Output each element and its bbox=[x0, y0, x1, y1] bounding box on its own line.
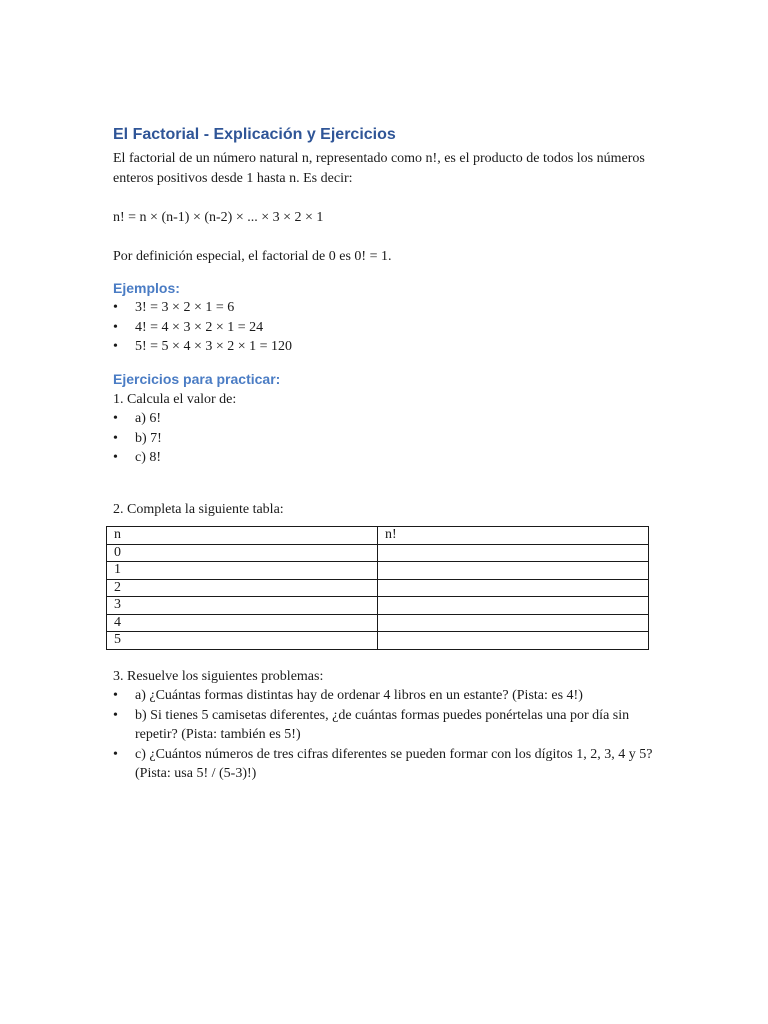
exercise-3-list bbox=[113, 686, 653, 784]
bullet-icon: • bbox=[113, 450, 118, 465]
list-item bbox=[113, 409, 653, 429]
table-row bbox=[107, 614, 649, 632]
table-cell-n: 5 bbox=[107, 632, 378, 650]
table-row bbox=[107, 544, 649, 562]
table-row bbox=[107, 597, 649, 615]
list-item bbox=[113, 318, 653, 338]
problem-text: c) ¿Cuántos números de tres cifras diferentes se pueden formar con los dígitos 1, 2, 3, 4 y 5? (Pista: usa 5! / (5-3)!) bbox=[135, 746, 653, 781]
factorial-table bbox=[106, 526, 649, 650]
exercise-3-prompt: 3. Resuelve los siguientes problemas: bbox=[113, 668, 324, 684]
example-text: 4! = 4 × 3 × 2 × 1 = 24 bbox=[135, 319, 264, 335]
document-page bbox=[113, 124, 653, 784]
list-item bbox=[113, 429, 653, 449]
exercises-heading: Ejercicios para practicar: bbox=[113, 370, 281, 387]
list-item bbox=[113, 745, 653, 784]
table-row bbox=[107, 562, 649, 580]
list-item bbox=[113, 298, 653, 318]
table-header-nfact: n! bbox=[378, 527, 649, 545]
table-cell-nfact[interactable] bbox=[378, 562, 649, 580]
exercise-item-text: a) 6! bbox=[135, 411, 162, 426]
bullet-icon: • bbox=[113, 319, 118, 335]
example-text: 5! = 5 × 4 × 3 × 2 × 1 = 120 bbox=[135, 339, 293, 354]
list-item bbox=[113, 706, 653, 745]
problem-text: a) ¿Cuántas formas distintas hay de ordenar 4 libros en un estante? (Pista: es 4!) bbox=[135, 688, 583, 703]
list-item bbox=[113, 337, 653, 357]
examples-list bbox=[113, 298, 653, 357]
zero-factorial-note: Por definición especial, el factorial de 0 es 0! = 1. bbox=[113, 248, 392, 264]
exercise-2-prompt: 2. Completa la siguiente tabla: bbox=[113, 501, 284, 517]
bullet-icon: • bbox=[113, 707, 118, 723]
table-cell-n: 3 bbox=[107, 597, 378, 615]
list-item bbox=[113, 448, 653, 468]
exercise-1-prompt: 1. Calcula el valor de: bbox=[113, 391, 237, 407]
bullet-icon: • bbox=[113, 411, 118, 426]
table-cell-n: 0 bbox=[107, 544, 378, 562]
examples-heading: Ejemplos: bbox=[113, 280, 180, 296]
factorial-formula: n! = n × (n-1) × (n-2) × ... × 3 × 2 × 1 bbox=[113, 210, 324, 225]
table-cell-n: 1 bbox=[107, 562, 378, 580]
table-row bbox=[107, 579, 649, 597]
table-cell-nfact[interactable] bbox=[378, 632, 649, 650]
list-item bbox=[113, 686, 653, 706]
table-cell-n: 2 bbox=[107, 579, 378, 597]
bullet-icon: • bbox=[113, 430, 118, 446]
table-cell-n: 4 bbox=[107, 614, 378, 632]
table-row bbox=[107, 632, 649, 650]
exercise-1-list bbox=[113, 409, 653, 468]
bullet-icon: • bbox=[113, 688, 118, 703]
table-cell-nfact[interactable] bbox=[378, 614, 649, 632]
exercise-item-text: c) 8! bbox=[135, 450, 162, 465]
exercise-item-text: b) 7! bbox=[135, 430, 162, 446]
bullet-icon: • bbox=[113, 300, 118, 315]
table-header-n: n bbox=[107, 527, 378, 545]
document-title: El Factorial - Explicación y Ejercicios bbox=[113, 126, 396, 143]
table-cell-nfact[interactable] bbox=[378, 579, 649, 597]
problem-text: b) Si tienes 5 camisetas diferentes, ¿de cuántas formas puedes ponértelas una por día sin repetir? (Pista: también es 5!) bbox=[135, 707, 630, 742]
table-cell-nfact[interactable] bbox=[378, 597, 649, 615]
example-text: 3! = 3 × 2 × 1 = 6 bbox=[135, 300, 235, 315]
bullet-icon: • bbox=[113, 339, 118, 354]
table-cell-nfact[interactable] bbox=[378, 544, 649, 562]
intro-paragraph: El factorial de un número natural n, representado como n!, es el producto de todos los números enteros positivos desde 1 hasta n. Es decir: bbox=[113, 151, 645, 186]
bullet-icon: • bbox=[113, 746, 118, 762]
table-header-row bbox=[107, 527, 649, 545]
